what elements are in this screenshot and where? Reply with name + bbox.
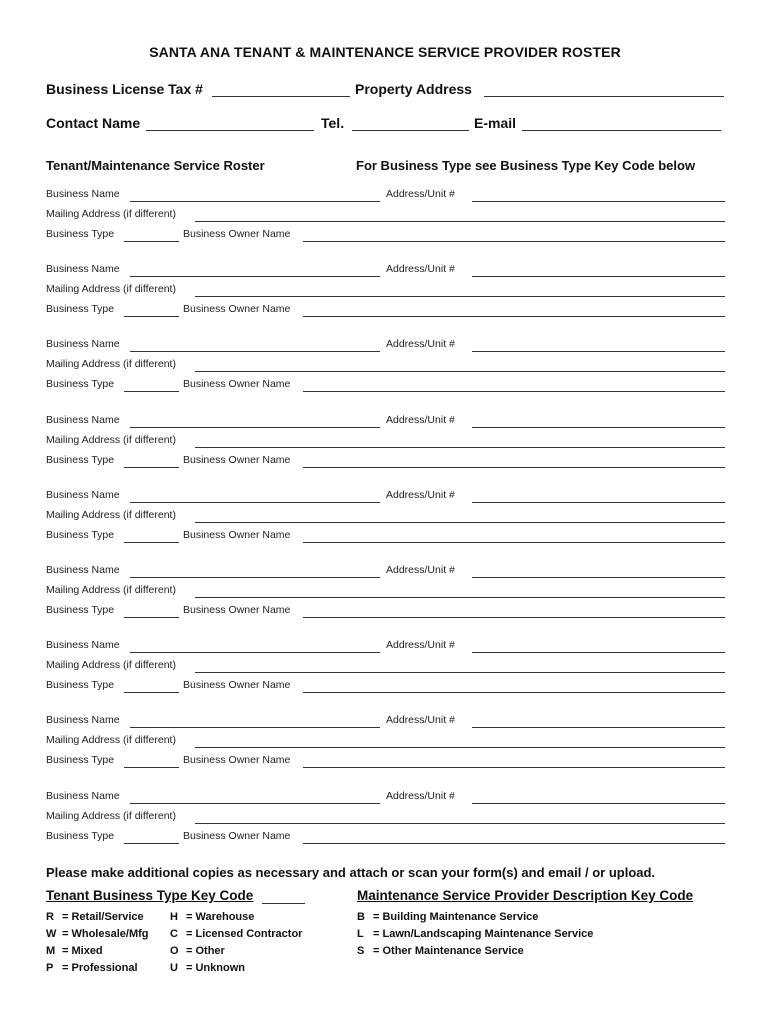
owner-name-field[interactable] <box>303 542 725 543</box>
owner-name-label: Business Owner Name <box>183 679 291 692</box>
address-unit-label: Address/Unit # <box>386 338 455 351</box>
business-type-field[interactable] <box>124 843 179 844</box>
key-code-description: = Lawn/Landscaping Maintenance Service <box>373 928 594 940</box>
key-code-letter: P <box>46 962 54 974</box>
key-code-letter: W <box>46 928 57 940</box>
key-code-description: = Retail/Service <box>62 911 144 923</box>
key-code-letter: S <box>357 945 365 957</box>
address-unit-label: Address/Unit # <box>386 488 455 501</box>
key-code-letter: R <box>46 911 54 923</box>
owner-name-field[interactable] <box>303 617 725 618</box>
business-type-key-note: For Business Type see Business Type Key Code below <box>356 158 696 173</box>
key-code-letter: L <box>357 928 364 940</box>
business-name-label: Business Name <box>46 488 120 501</box>
tenant-key-heading-underline <box>262 903 305 904</box>
roster-heading: Tenant/Maintenance Service Roster <box>46 158 265 173</box>
owner-name-label: Business Owner Name <box>183 228 291 240</box>
page-title: SANTA ANA TENANT & MAINTENANCE SERVICE PROVIDER ROSTER <box>149 44 621 60</box>
business-name-field[interactable] <box>130 652 380 653</box>
property-address-field[interactable] <box>484 96 724 97</box>
business-name-field[interactable] <box>130 276 380 277</box>
key-code-item <box>357 928 593 940</box>
address-unit-label: Address/Unit # <box>386 263 455 276</box>
key-code-description: = Other <box>186 945 225 957</box>
key-code-letter: M <box>46 945 56 957</box>
business-name-label: Business Name <box>46 188 120 200</box>
key-code-item <box>357 911 538 923</box>
key-code-description: = Warehouse <box>186 911 255 923</box>
address-unit-label: Address/Unit # <box>386 789 455 802</box>
business-name-label: Business Name <box>46 789 120 802</box>
address-unit-field[interactable] <box>472 502 725 503</box>
business-type-field[interactable] <box>124 316 179 317</box>
owner-name-label: Business Owner Name <box>183 453 291 466</box>
address-unit-label: Address/Unit # <box>386 714 455 727</box>
business-type-label: Business Type <box>46 228 115 240</box>
business-type-label: Business Type <box>46 453 115 466</box>
key-code-item <box>46 945 103 957</box>
business-name-field[interactable] <box>130 577 380 578</box>
owner-name-label: Business Owner Name <box>183 378 291 391</box>
owner-name-label: Business Owner Name <box>183 528 291 541</box>
key-code-letter: O <box>170 945 179 957</box>
address-unit-field[interactable] <box>472 803 725 804</box>
key-code-letter: C <box>170 928 178 940</box>
business-type-field[interactable] <box>124 617 179 618</box>
business-type-field[interactable] <box>124 542 179 543</box>
business-name-label: Business Name <box>46 413 120 426</box>
business-type-label: Business Type <box>46 378 115 391</box>
business-type-field[interactable] <box>124 241 179 242</box>
key-code-description: = Licensed Contractor <box>186 928 303 940</box>
owner-name-label: Business Owner Name <box>183 604 291 616</box>
key-code-description: = Building Maintenance Service <box>373 911 539 923</box>
key-code-item <box>46 962 138 974</box>
mailing-address-field[interactable] <box>195 447 725 448</box>
tel-field[interactable] <box>352 130 469 131</box>
email-field[interactable] <box>522 130 721 131</box>
address-unit-field[interactable] <box>472 276 725 277</box>
key-code-letter: U <box>170 962 178 974</box>
address-unit-label: Address/Unit # <box>386 413 455 426</box>
owner-name-field[interactable] <box>303 316 725 317</box>
mailing-address-field[interactable] <box>195 823 725 824</box>
mailing-address-label: Mailing Address (if different) <box>46 358 176 371</box>
key-code-item <box>170 962 245 974</box>
business-type-label: Business Type <box>46 679 115 692</box>
key-code-item <box>170 945 225 957</box>
mailing-address-label: Mailing Address (if different) <box>46 208 176 220</box>
business-name-field[interactable] <box>130 427 380 428</box>
key-code-description: = Wholesale/Mfg <box>62 928 149 940</box>
mailing-address-field[interactable] <box>195 747 725 748</box>
instructions-note: Please make additional copies as necessary and attach or scan your form(s) and email / or upload. <box>46 865 656 880</box>
business-name-label: Business Name <box>46 564 120 576</box>
address-unit-label: Address/Unit # <box>386 188 455 200</box>
business-type-field[interactable] <box>124 391 179 392</box>
mailing-address-label: Mailing Address (if different) <box>46 283 176 296</box>
business-name-label: Business Name <box>46 714 120 727</box>
business-name-field[interactable] <box>130 502 380 503</box>
key-code-item <box>170 911 254 923</box>
key-code-item <box>357 945 524 957</box>
mailing-address-label: Mailing Address (if different) <box>46 659 176 672</box>
business-type-field[interactable] <box>124 692 179 693</box>
mailing-address-label: Mailing Address (if different) <box>46 584 176 596</box>
owner-name-label: Business Owner Name <box>183 303 291 316</box>
business-name-field[interactable] <box>130 727 380 728</box>
address-unit-field[interactable] <box>472 577 725 578</box>
business-type-label: Business Type <box>46 754 115 767</box>
mailing-address-field[interactable] <box>195 221 725 222</box>
key-code-description: = Professional <box>62 962 138 974</box>
owner-name-field[interactable] <box>303 843 725 844</box>
business-type-label: Business Type <box>46 528 115 541</box>
business-name-field[interactable] <box>130 803 380 804</box>
business-license-field[interactable] <box>212 96 350 97</box>
owner-name-field[interactable] <box>303 692 725 693</box>
mailing-address-field[interactable] <box>195 371 725 372</box>
business-name-label: Business Name <box>46 338 120 351</box>
mailing-address-label: Mailing Address (if different) <box>46 433 176 446</box>
key-code-letter: H <box>170 911 178 923</box>
maintenance-key-heading: Maintenance Service Provider Description Key Code <box>357 888 694 903</box>
key-code-letter: B <box>357 911 365 923</box>
mailing-address-label: Mailing Address (if different) <box>46 809 176 822</box>
mailing-address-field[interactable] <box>195 296 725 297</box>
key-code-description: = Mixed <box>62 945 103 957</box>
mailing-address-field[interactable] <box>195 672 725 673</box>
owner-name-field[interactable] <box>303 467 725 468</box>
key-code-item <box>170 928 302 940</box>
key-code-item <box>46 911 144 923</box>
owner-name-label: Business Owner Name <box>183 754 291 767</box>
address-unit-field[interactable] <box>472 351 725 352</box>
contact-name-field[interactable] <box>146 130 314 131</box>
business-type-field[interactable] <box>124 467 179 468</box>
tenant-key-heading: Tenant Business Type Key Code <box>46 888 254 903</box>
owner-name-label: Business Owner Name <box>183 829 291 842</box>
key-code-description: = Unknown <box>186 962 245 974</box>
address-unit-label: Address/Unit # <box>386 564 455 576</box>
address-unit-field[interactable] <box>472 727 725 728</box>
address-unit-field[interactable] <box>472 201 725 202</box>
business-name-label: Business Name <box>46 263 120 276</box>
business-license-label: Business License Tax # <box>46 81 203 97</box>
owner-name-field[interactable] <box>303 767 725 768</box>
mailing-address-label: Mailing Address (if different) <box>46 508 176 521</box>
business-name-label: Business Name <box>46 639 120 652</box>
tel-label: Tel. <box>321 115 345 131</box>
mailing-address-label: Mailing Address (if different) <box>46 734 176 747</box>
business-name-field[interactable] <box>130 201 380 202</box>
business-type-label: Business Type <box>46 829 115 842</box>
address-unit-field[interactable] <box>472 652 725 653</box>
key-code-item <box>46 928 149 940</box>
business-type-label: Business Type <box>46 604 115 616</box>
business-type-label: Business Type <box>46 303 115 316</box>
key-code-description: = Other Maintenance Service <box>373 945 524 957</box>
business-name-field[interactable] <box>130 351 380 352</box>
address-unit-label: Address/Unit # <box>386 639 455 652</box>
email-label: E-mail <box>474 115 517 131</box>
owner-name-field[interactable] <box>303 391 725 392</box>
mailing-address-field[interactable] <box>195 597 725 598</box>
contact-name-label: Contact Name <box>46 115 141 131</box>
business-type-field[interactable] <box>124 767 179 768</box>
address-unit-field[interactable] <box>472 427 725 428</box>
mailing-address-field[interactable] <box>195 522 725 523</box>
property-address-label: Property Address <box>355 81 472 97</box>
owner-name-field[interactable] <box>303 241 725 242</box>
